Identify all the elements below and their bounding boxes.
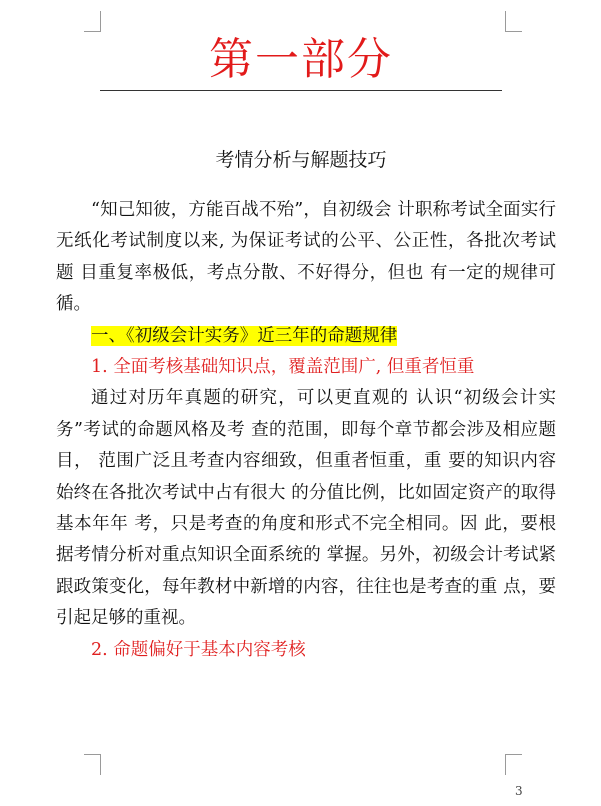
crop-mark-bottom-right [505, 754, 522, 775]
document-body [56, 195, 556, 666]
page-number: 3 [515, 784, 523, 798]
crop-mark-bottom-left [84, 754, 101, 775]
part-title: 第一部分 [209, 34, 393, 85]
subheading-1: 1. 全面考核基础知识点，覆盖范围广, 但重者恒重 [91, 357, 475, 378]
intro-paragraph: “知己知彼，方能百战不殆”，自初级会 计职称考试全面实行无纸化考试制度以来, 为保证考试的公平、公正性，各批次考试题 目重复率极低，考点分散、不好得分，但也 有一定的规律可循。 [56, 200, 556, 315]
body-paragraph: 通过对历年真题的研究，可以更直观的 认识“初级会计实务”考试的命题风格及考 查的范围，即每个章节都会涉及相应题目， 范围广泛且考查内容细致，但重者恒重，重 要的知识内容始终在各批次考试中占有很大 的分值比例，比如固定资产的取得基本年年 考，只是考查的角度和形式不完全相同。因 此，要根据考情分析对重点知识全面系统的 掌握。另外，初级会计考试紧跟政策变化，每年教材中新增的内容，往往也是考查的重 点，要引起足够的重视。 [56, 388, 556, 629]
subheading-2: 2. 命题偏好于基本内容考核 [91, 639, 306, 660]
heading-level-1 [56, 321, 556, 352]
crop-mark-top-right [505, 11, 522, 32]
crop-mark-top-left [84, 11, 101, 32]
highlighted-heading-text: 一、《初级会计实务》近三年的命题规律 [91, 325, 398, 346]
section-heading: 考情分析与解题技巧 [215, 149, 387, 171]
title-underline [100, 90, 502, 91]
